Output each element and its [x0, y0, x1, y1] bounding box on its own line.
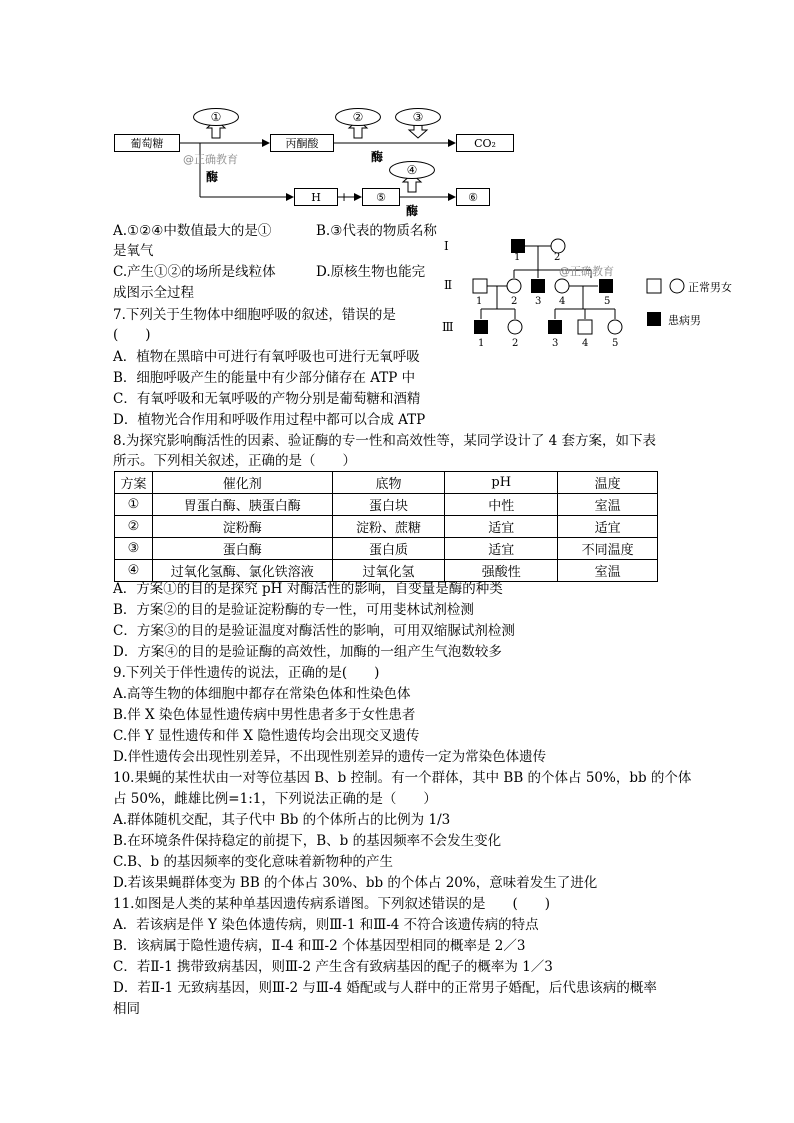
q8-option-c: C．方案③的目的是验证温度对酶活性的影响，可用双缩脲试剂检测: [113, 623, 515, 639]
ii-4-number: 4: [559, 296, 566, 307]
legend-affected-label: 患病男: [668, 314, 701, 327]
table-cell: 适宜: [558, 516, 658, 538]
ellipse-1: [193, 108, 239, 126]
q8-option-a: A．方案①的目的是探究 pH 对酶活性的影响，自变量是酶的种类: [113, 581, 503, 597]
table-cell: 不同温度: [558, 538, 658, 560]
q9-option-d: D.伴性遗传会出现性别差异，不出现性别差异的遗传一定为常染色体遗传: [113, 749, 547, 765]
q10-stem-1: 10.果蝇的某性状由一对等位基因 B、b 控制。有一个群体，其中 BB 的个体占 50%，bb 的个体: [113, 770, 692, 786]
table-cell: 适宜: [445, 516, 558, 538]
q11-option-d: D．若Ⅱ-1 无致病基因，则Ⅲ-2 与Ⅲ-4 婚配或与人群中的正常男子婚配，后代患该病的概率: [113, 980, 657, 996]
pedigree-watermark: @正确教育: [559, 265, 614, 278]
glucose-label: 葡萄糖: [130, 137, 164, 150]
i-1-number: 1: [514, 252, 521, 263]
h-label: H: [311, 190, 321, 204]
pyruvate-label: 丙酮酸: [285, 137, 319, 150]
table-header-row: [115, 472, 658, 494]
gen-1-label: Ⅰ: [444, 239, 449, 253]
q6-option-a: A.①②④中数值最大的是①: [113, 223, 272, 239]
table-row: [115, 494, 658, 516]
q8-option-d: D．方案④的目的是验证酶的高效性，加酶的一组产生气泡数较多: [113, 644, 502, 660]
diagram-lines: [0, 0, 794, 215]
ellipse-4: [389, 161, 435, 179]
table-cell: 过氧化氢: [332, 560, 445, 582]
table-cell: 过氧化氢酶、氯化铁溶液: [152, 560, 332, 582]
table-cell: 强酸性: [445, 560, 558, 582]
q10-option-d: D.若该果蝇群体变为 BB 的个体占 30%、bb 的个体占 20%，意味着发生了进化: [113, 875, 598, 891]
q8-stem-1: 8.为探究影响酶活性的因素、验证酶的专一性和高效性等，某同学设计了 4 套方案，如下表: [113, 433, 657, 449]
table-cell: 蛋白酶: [152, 538, 332, 560]
box-6: [456, 188, 490, 206]
gen-3-label: Ⅲ: [442, 320, 454, 334]
co2-label: CO₂: [474, 136, 496, 150]
q10-option-a: A.群体随机交配，其子代中 Bb 的个体所占的比例为 1/3: [113, 812, 451, 828]
iii-4-number: 4: [582, 338, 589, 349]
q11-stem: 11.如图是人类的某种单基因遗传病系谱图。下列叙述错误的是 ( ): [113, 896, 551, 912]
ii-5-number: 5: [604, 296, 611, 307]
header-cell: 催化剂: [152, 472, 332, 494]
ii-3-number: 3: [535, 296, 542, 307]
plus-sign: +: [339, 190, 350, 204]
iii-1-number: 1: [478, 338, 485, 349]
table-cell: ①: [115, 494, 153, 516]
table-cell: 室温: [558, 560, 658, 582]
q10-option-b: B.在环境条件保持稳定的前提下，B、b 的基因频率不会发生变化: [113, 833, 502, 849]
ellipse-2: [335, 108, 381, 126]
iii-3-number: 3: [552, 338, 559, 349]
co2-box: [456, 134, 514, 152]
q6-option-c: C.产生①②的场所是线粒体: [113, 264, 276, 280]
q8-table: [114, 471, 658, 582]
q11-option-c: C．若Ⅱ-1 携带致病基因，则Ⅲ-2 产生含有致病基因的配子的概率为 1／3: [113, 959, 553, 975]
header-cell: 方案: [115, 472, 153, 494]
table-cell: 淀粉酶: [152, 516, 332, 538]
enzyme-label-2: 酶: [371, 150, 384, 164]
q7-paren: ( ): [113, 327, 151, 343]
label-6: ⑥: [468, 190, 478, 204]
q9-option-b: B.伴 X 染色体显性遗传病中男性患者多于女性患者: [113, 707, 416, 723]
enzyme-label-1: 酶: [206, 170, 219, 184]
q8-option-b: B．方案②的目的是验证淀粉酶的专一性，可用斐林试剂检测: [113, 602, 474, 618]
q6-option-d: D.原核生物也能完: [316, 264, 426, 280]
q6-option-b-cont: 是氧气: [113, 243, 154, 259]
i-2-number: 2: [554, 252, 561, 263]
pyruvate-box: [270, 134, 334, 152]
ellipse-2-label: ②: [352, 110, 364, 124]
table-cell: ②: [115, 516, 153, 538]
label-5: ⑤: [376, 190, 386, 204]
q11-option-a: A．若该病是伴 Y 染色体遗传病，则Ⅲ-1 和Ⅲ-4 不符合该遗传病的特点: [113, 917, 539, 933]
q6-option-b: B.③代表的物质名称: [316, 223, 437, 239]
header-cell: 底物: [332, 472, 445, 494]
h-box: [294, 188, 338, 206]
iii-2-number: 2: [512, 338, 519, 349]
q10-option-c: C.B、b 的基因频率的变化意味着新物种的产生: [113, 854, 393, 870]
table-cell: 中性: [445, 494, 558, 516]
iii-5-number: 5: [612, 338, 619, 349]
glucose-box: [114, 134, 180, 152]
q6-option-d-cont: 成图示全过程: [113, 285, 194, 301]
table-row: [115, 538, 658, 560]
header-cell: pH: [445, 472, 558, 494]
q7-option-b: B．细胞呼吸产生的能量中有少部分储存在 ATP 中: [113, 370, 416, 386]
ii-2-number: 2: [511, 296, 518, 307]
table-row: [115, 516, 658, 538]
q7-option-d: D．植物光合作用和呼吸作用过程中都可以合成 ATP: [113, 412, 426, 428]
table-cell: 室温: [558, 494, 658, 516]
ellipse-3: [395, 108, 441, 126]
diagram-watermark: @正确教育: [183, 153, 238, 166]
ellipse-1-label: ①: [210, 110, 222, 124]
header-cell: 温度: [558, 472, 658, 494]
q10-stem-2: 占 50%，雌雄比例=1:1，下列说法正确的是（ ）: [113, 791, 437, 807]
ellipse-4-label: ④: [406, 163, 418, 177]
table-cell: 蛋白块: [332, 494, 445, 516]
q11-option-d-cont: 相同: [113, 1001, 140, 1017]
gen-2-label: Ⅱ: [444, 278, 453, 292]
enzyme-label-3: 酶: [406, 204, 419, 218]
q9-option-c: C.伴 Y 显性遗传和伴 X 隐性遗传均会出现交叉遗传: [113, 728, 420, 744]
table-cell: 适宜: [445, 538, 558, 560]
q9-stem: 9.下列关于伴性遗传的说法，正确的是( ): [113, 665, 380, 681]
table-cell: 胃蛋白酶、胰蛋白酶: [152, 494, 332, 516]
table-cell: ④: [115, 560, 153, 582]
q8-stem-2: 所示。下列相关叙述，正确的是（ ）: [113, 453, 356, 469]
ellipse-3-label: ③: [412, 110, 424, 124]
table-cell: 蛋白质: [332, 538, 445, 560]
table-cell: 淀粉、蔗糖: [332, 516, 445, 538]
table-cell: ③: [115, 538, 153, 560]
ii-1-number: 1: [476, 296, 483, 307]
q11-option-b: B．该病属于隐性遗传病，Ⅱ-4 和Ⅲ-2 个体基因型相同的概率是 2／3: [113, 938, 526, 954]
q7-option-c: C．有氧呼吸和无氧呼吸的产物分别是葡萄糖和酒精: [113, 391, 421, 407]
q7-stem: 7.下列关于生物体中细胞呼吸的叙述，错误的是: [113, 307, 396, 323]
legend-normal-label: 正常男女: [688, 281, 732, 294]
box-5: [362, 188, 400, 206]
q9-option-a: A.高等生物的体细胞中都存在常染色体和性染色体: [113, 686, 411, 702]
q7-option-a: A．植物在黑暗中可进行有氧呼吸也可进行无氧呼吸: [113, 349, 420, 365]
